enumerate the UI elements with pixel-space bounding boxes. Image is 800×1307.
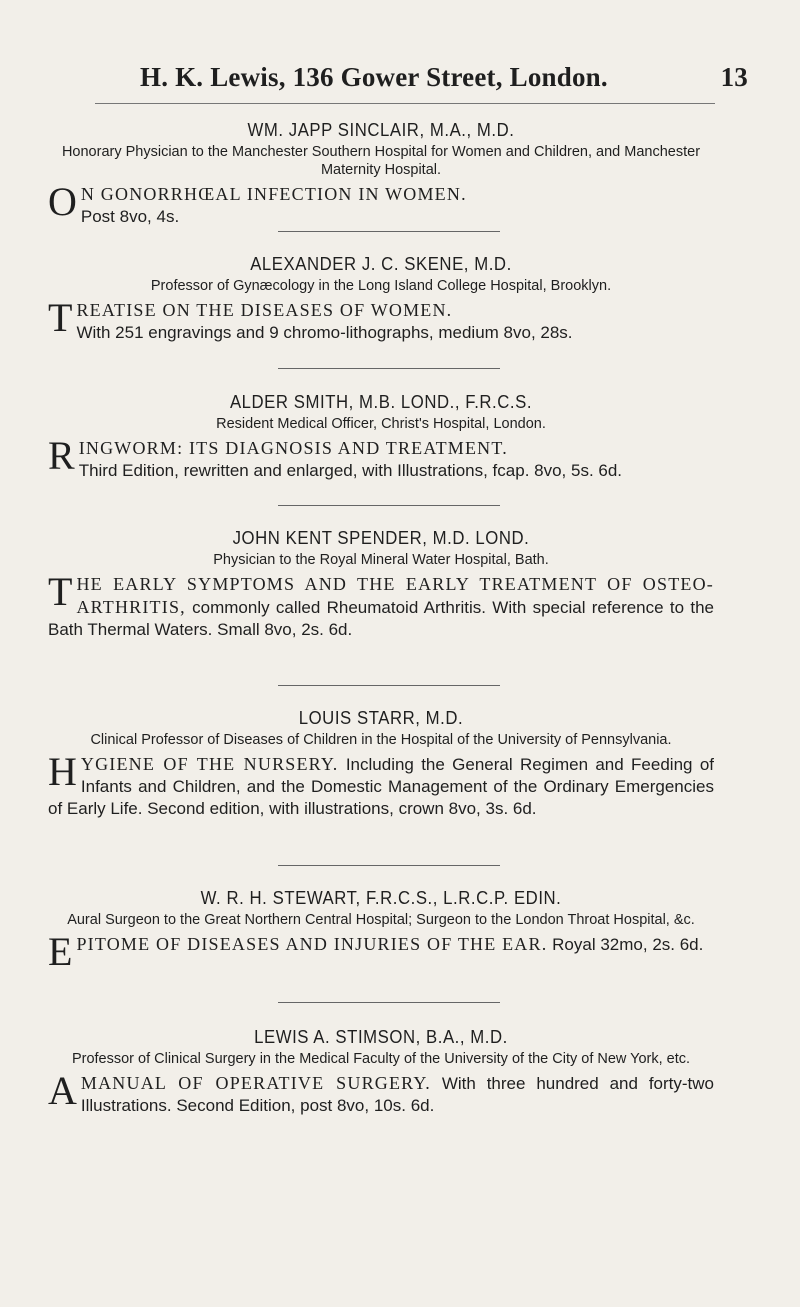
book-description [48, 1068, 714, 1117]
catalogue-entry [48, 708, 714, 820]
book-title: N GONORRHŒAL INFECTION IN WOMEN. [80, 184, 467, 204]
drop-cap: H [48, 749, 77, 794]
catalogue-entry [48, 528, 714, 641]
book-description [48, 569, 714, 641]
catalogue-entry [48, 254, 714, 344]
author-affiliation: Clinical Professor of Diseases of Children in the Hospital of the University of Pennsylvania. [90, 732, 672, 748]
drop-cap: R [48, 433, 75, 478]
book-title: MANUAL OF OPERATIVE SURGERY. [80, 1073, 431, 1093]
author-name: WM. JAPP SINCLAIR, M.A., M.D. [247, 120, 515, 140]
separator-rule [278, 685, 500, 686]
book-description [48, 179, 714, 228]
book-title: PITOME OF DISEASES AND INJURIES OF THE EAR. [76, 934, 548, 954]
author-affiliation: Honorary Physician to the Manchester Southern Hospital for Women and Children, and Manchester Maternity Hospital. [61, 144, 701, 178]
author-affiliation: Professor of Gynæcology in the Long Island College Hospital, Brooklyn. [150, 278, 612, 294]
catalogue-entry [48, 392, 714, 482]
author-name: JOHN KENT SPENDER, M.D. LOND. [232, 528, 530, 548]
book-title: YGIENE OF THE NURSERY. [80, 754, 339, 774]
header-rule [95, 103, 715, 104]
book-description [48, 295, 714, 344]
book-details: Third Edition, rewritten and enlarged, with Illustrations, fcap. 8vo, 5s. 6d. [78, 461, 623, 480]
book-description [48, 749, 714, 820]
author-name: LOUIS STARR, M.D. [298, 708, 464, 728]
book-details: Including the General Regimen and Feeding of Infants and Children, and the Domestic Management of the Ordinary Emergencies of Early Life. Second edition, with illustrations, crown 8vo, 3s. 6d. [48, 755, 714, 818]
catalogue-entry [48, 1027, 714, 1117]
catalogue-entry [48, 120, 714, 228]
drop-cap: E [48, 929, 73, 974]
drop-cap: T [48, 569, 73, 614]
header-title: H. K. Lewis, 136 Gower Street, London. [140, 62, 608, 92]
author-affiliation: Aural Surgeon to the Great Northern Central Hospital; Surgeon to the London Throat Hospital, &c. [67, 912, 695, 928]
book-details: With 251 engravings and 9 chromo-lithographs, medium 8vo, 28s. [76, 323, 573, 342]
book-title: INGWORM: ITS DIAGNOSIS AND TREATMENT. [78, 438, 508, 458]
book-details: commonly called Rheumatoid Arthritis. With special reference to the Bath Thermal Waters. Small 8vo, 2s. 6d. [48, 598, 714, 639]
author-name: LEWIS A. STIMSON, B.A., M.D. [254, 1027, 508, 1047]
catalogue-entry [48, 888, 714, 974]
separator-rule [278, 505, 500, 506]
separator-rule [278, 231, 500, 232]
book-details: Post 8vo, 4s. [80, 207, 180, 226]
author-name: ALEXANDER J. C. SKENE, M.D. [250, 254, 512, 274]
book-title: HE EARLY SYMPTOMS AND THE EARLY TREATMENT OF OSTEO-ARTHRITIS, [76, 574, 714, 617]
page-number: 13 [720, 62, 748, 92]
drop-cap: A [48, 1068, 77, 1113]
book-description [48, 433, 714, 482]
book-details: With three hundred and forty-two Illustrations. Second Edition, post 8vo, 10s. 6d. [80, 1074, 714, 1115]
separator-rule [278, 368, 500, 369]
drop-cap: O [48, 179, 77, 224]
separator-rule [278, 865, 500, 866]
author-affiliation: Physician to the Royal Mineral Water Hospital, Bath. [213, 552, 549, 568]
book-details: Royal 32mo, 2s. 6d. [552, 935, 704, 954]
separator-rule [278, 1002, 500, 1003]
author-name: ALDER SMITH, M.B. LOND., F.R.C.S. [229, 392, 533, 412]
drop-cap: T [48, 295, 73, 340]
author-affiliation: Resident Medical Officer, Christ's Hospital, London. [216, 416, 546, 432]
author-name: W. R. H. STEWART, F.R.C.S., L.R.C.P. EDIN. [200, 888, 562, 908]
book-title: REATISE ON THE DISEASES OF WOMEN. [76, 300, 453, 320]
book-description [48, 929, 714, 974]
author-affiliation: Professor of Clinical Surgery in the Medical Faculty of the University of the City of New York, etc. [71, 1051, 691, 1067]
